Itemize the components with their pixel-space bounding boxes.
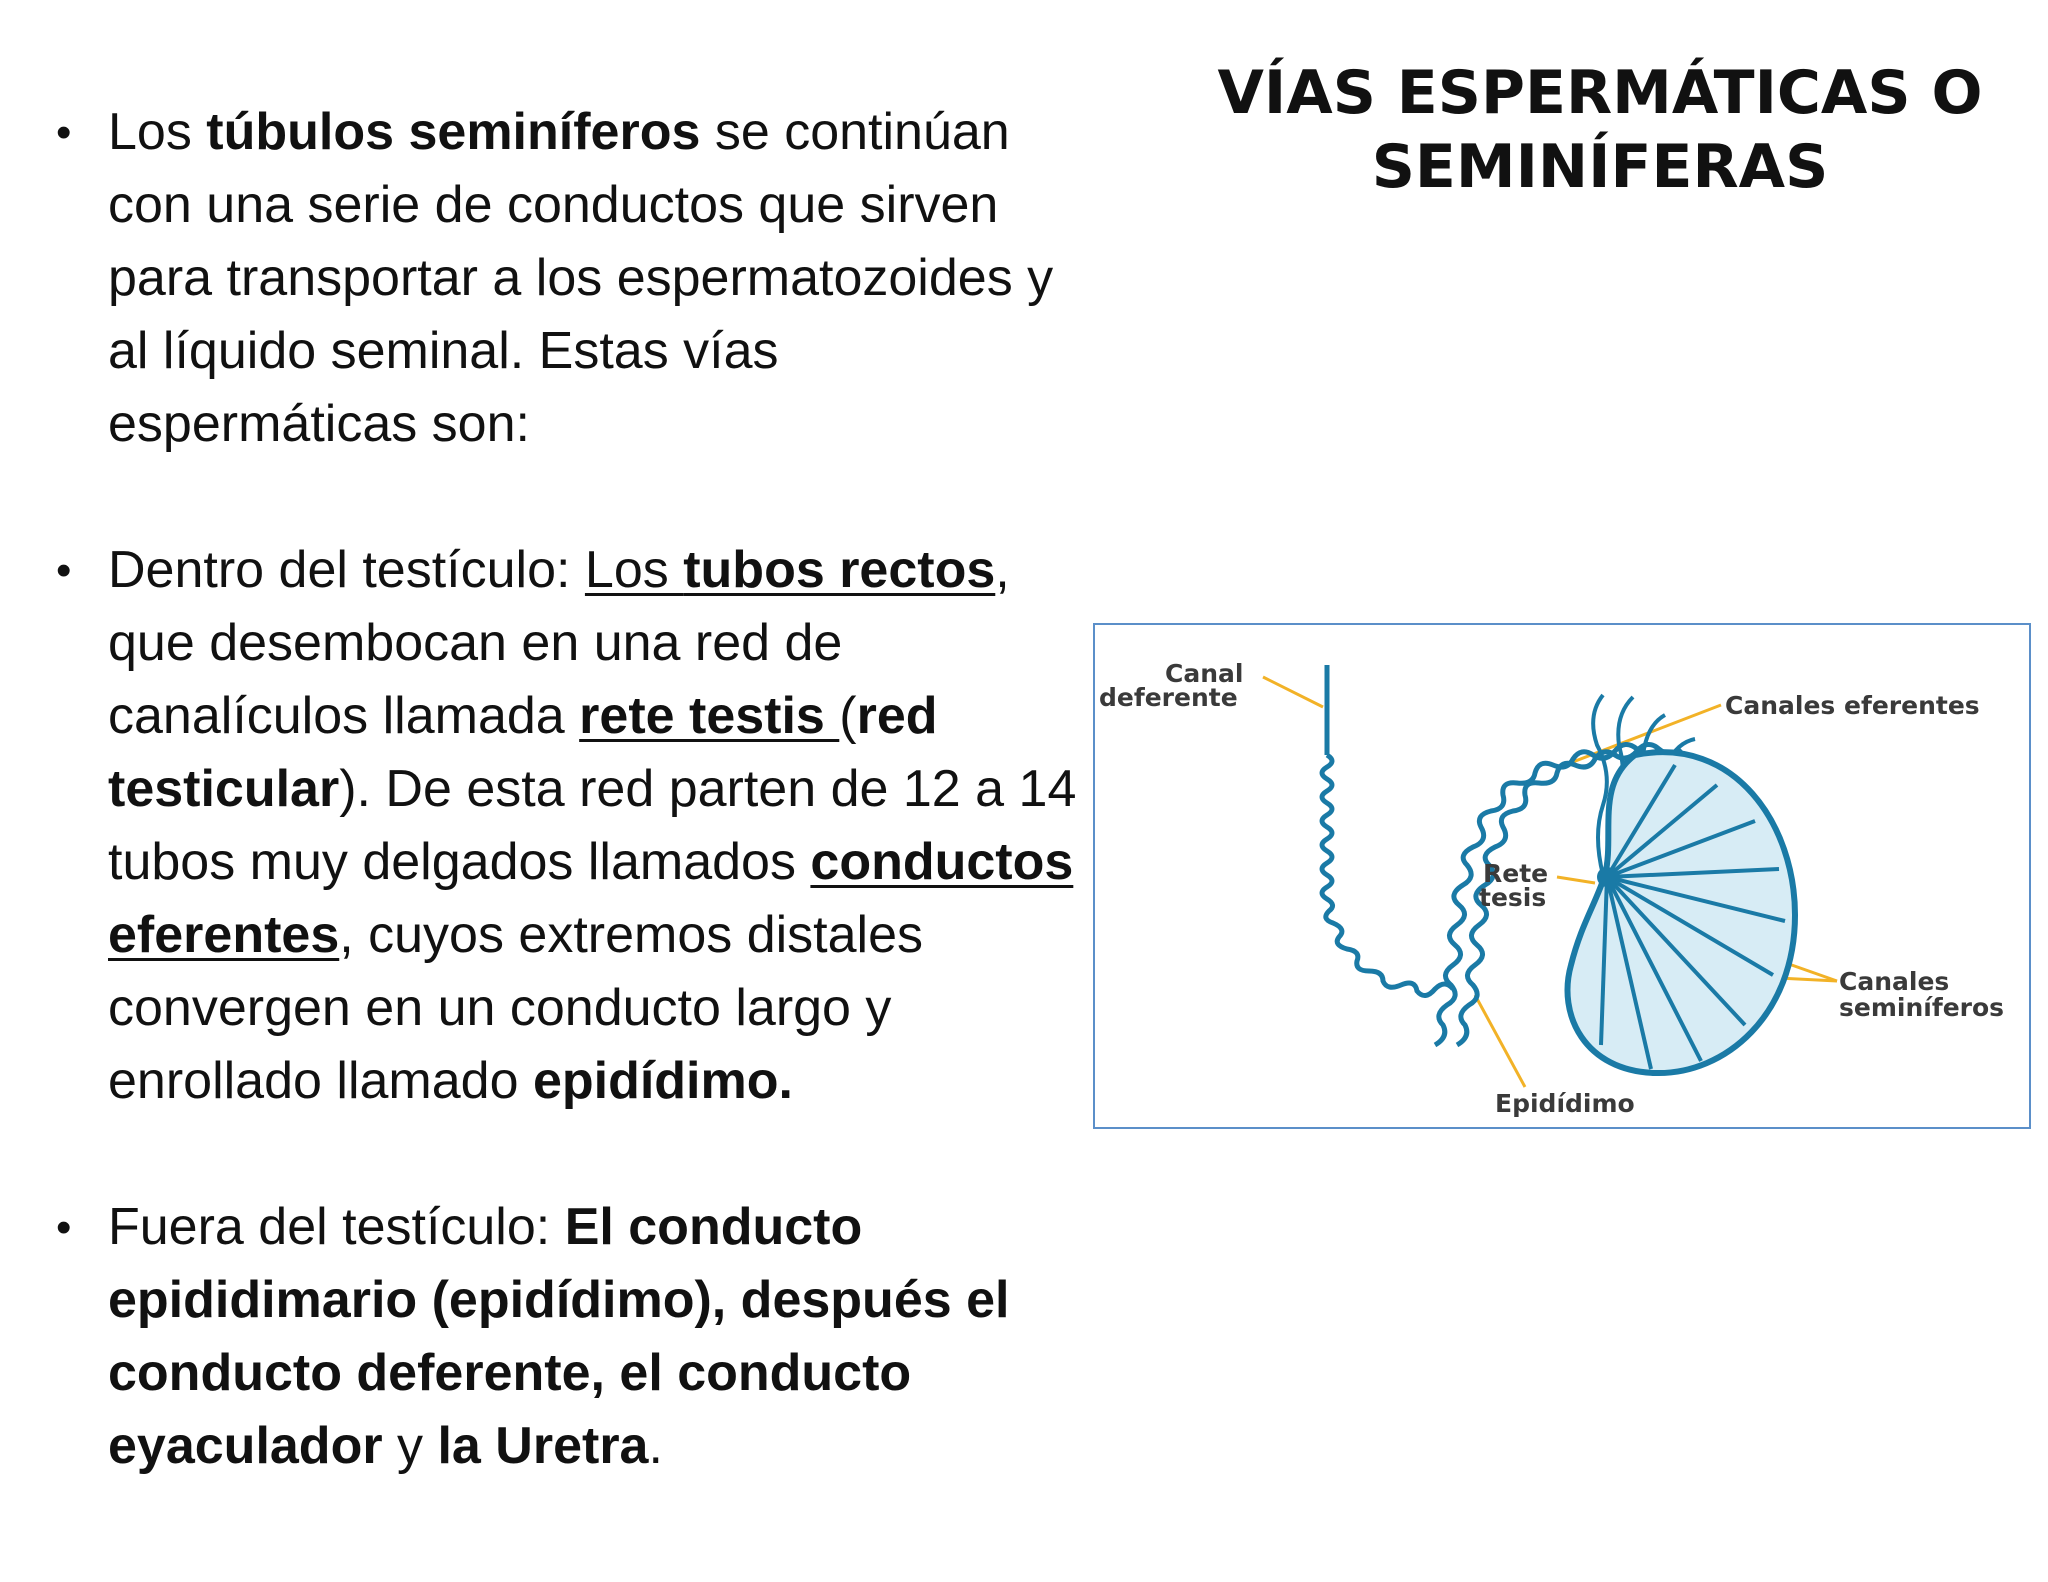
- label-canal: Canal: [1165, 659, 1244, 688]
- bullet-list: [52, 96, 1092, 1483]
- testis-body: [1568, 752, 1796, 1073]
- bullet-3-text: Fuera del testículo: El conducto epididimario (epidídimo), después el conducto deferente, el conducto eyaculador y la Uretra.: [108, 1198, 1010, 1475]
- bullet-dot-icon: •: [56, 108, 72, 157]
- bullet-2-text: Dentro del testículo: Los tubos rectos, que desembocan en una red de canalículos llamada rete testis (red testicular). De esta red parten de 12 a 14 tubos muy delgados llamados conductos eferentes, cuyos extremos distales convergen en un conducto largo y enrollado llamado epidídimo.: [108, 541, 1077, 1110]
- slide-title-line-2: SEMINÍFERAS: [1371, 132, 1829, 202]
- bullet-item-1: [52, 96, 1092, 461]
- label-rete: Rete: [1483, 859, 1549, 888]
- leader-rete: [1557, 877, 1595, 883]
- rete-testis-node: [1597, 867, 1617, 887]
- label-deferente: deferente: [1099, 683, 1238, 712]
- label-epididimo: Epidídimo: [1495, 1089, 1635, 1118]
- slide-title: [1200, 56, 2000, 204]
- bullet-1-text: Los túbulos seminíferos se continúan con una serie de conductos que sirven para transportar a los espermatozoides y al líquido seminal. Estas vías espermáticas son:: [108, 103, 1054, 453]
- vas-deferens: [1322, 665, 1453, 996]
- testis-diagram: [1093, 623, 2031, 1129]
- label-seminiferos: seminíferos: [1839, 993, 2005, 1022]
- bullet-dot-icon: •: [56, 546, 72, 595]
- label-canales-eferentes: Canales eferentes: [1725, 691, 1980, 720]
- leader-canal-deferente: [1263, 677, 1323, 707]
- leader-epididimo: [1475, 995, 1525, 1087]
- bullet-item-2: [52, 534, 1092, 1118]
- bullet-dot-icon: •: [56, 1203, 72, 1252]
- slide-title-line-1: VÍAS ESPERMÁTICAS O: [1217, 58, 1983, 128]
- label-tesis: tesis: [1479, 883, 1547, 912]
- label-canales: Canales: [1839, 967, 1950, 996]
- bullet-item-3: [52, 1191, 1092, 1483]
